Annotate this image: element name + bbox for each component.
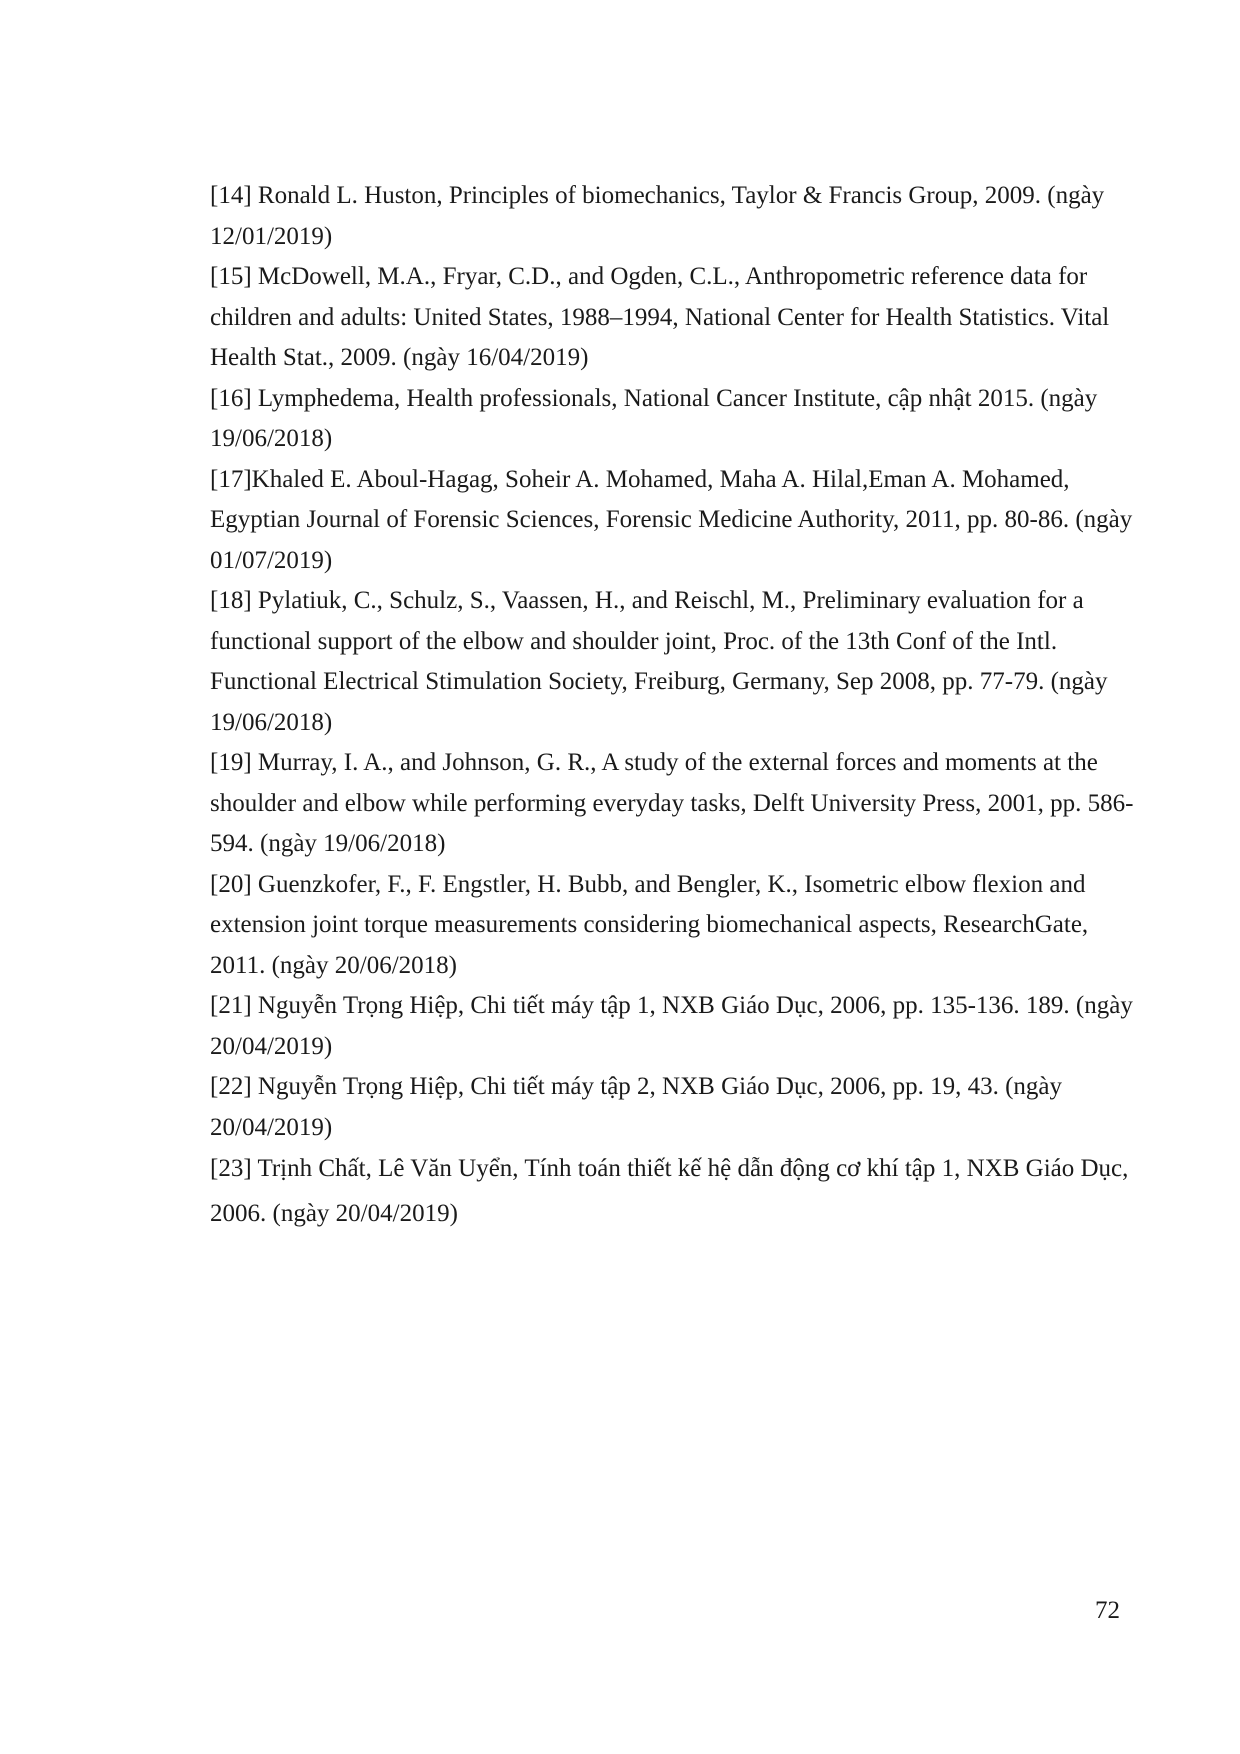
reference-item-16: [16] Lymphedema, Health professionals, National Cancer Institute, cập nhật 2015. (ngày 19/06/2018) (210, 384, 1098, 452)
reference-item-15: [15] McDowell, M.A., Fryar, C.D., and Ogden, C.L., Anthropometric reference data for children and adults: United States, 1988–1994, National Center for Health Statistics. Vital Health Stat., 2009. (ngày 16/04/2019) (210, 263, 1110, 371)
page-number: 72 (1095, 1597, 1120, 1624)
reference-item-20: [20] Guenzkofer, F., F. Engstler, H. Bubb, and Bengler, K., Isometric elbow flexion and extension joint torque measurements considering biomechanical aspects, ResearchGate, 2011. (ngày 20/06/2018) (210, 870, 1089, 979)
reference-item-18: [18] Pylatiuk, C., Schulz, S., Vaassen, H., and Reischl, M., Preliminary evaluation for a functional support of the elbow and shoulder joint, Proc. of the 13th Conf of the Intl. Functional Electrical Stimulation Society, Freiburg, Germany, Sep 2008, pp. 77-79. (ngày 19/06/2018) (210, 587, 1108, 736)
reference-item-23: [23] Trịnh Chất, Lê Văn Uyển, Tính toán thiết kế hệ dẫn động cơ khí tập 1, NXB Giáo Dục, 2006. (ngày 20/04/2019) (210, 1155, 1129, 1227)
reference-item-22: [22] Nguyễn Trọng Hiệp, Chi tiết máy tập 2, NXB Giáo Dục, 2006, pp. 19, 43. (ngày 20/04/2019) (210, 1073, 1063, 1141)
reference-item-17: [17]Khaled E. Aboul-Hagag, Soheir A. Mohamed, Maha A. Hilal,Eman A. Mohamed, Egyptian Journal of Forensic Sciences, Forensic Medicine Authority, 2011, pp. 80-86. (ngày 01/07/2019) (210, 465, 1133, 574)
reference-item-21: [21] Nguyễn Trọng Hiệp, Chi tiết máy tập 1, NXB Giáo Dục, 2006, pp. 135-136. 189. (ngày 20/04/2019) (210, 992, 1133, 1060)
reference-item-14: [14] Ronald L. Huston, Principles of biomechanics, Taylor & Francis Group, 2009. (ngày 12/01/2019) (210, 182, 1105, 250)
reference-item-19: [19] Murray, I. A., and Johnson, G. R., A study of the external forces and moments at the shoulder and elbow while performing everyday tasks, Delft University Press, 2001, pp. 586-594. (ngày 19/06/2018) (210, 749, 1134, 857)
reference-list (210, 176, 1145, 1236)
